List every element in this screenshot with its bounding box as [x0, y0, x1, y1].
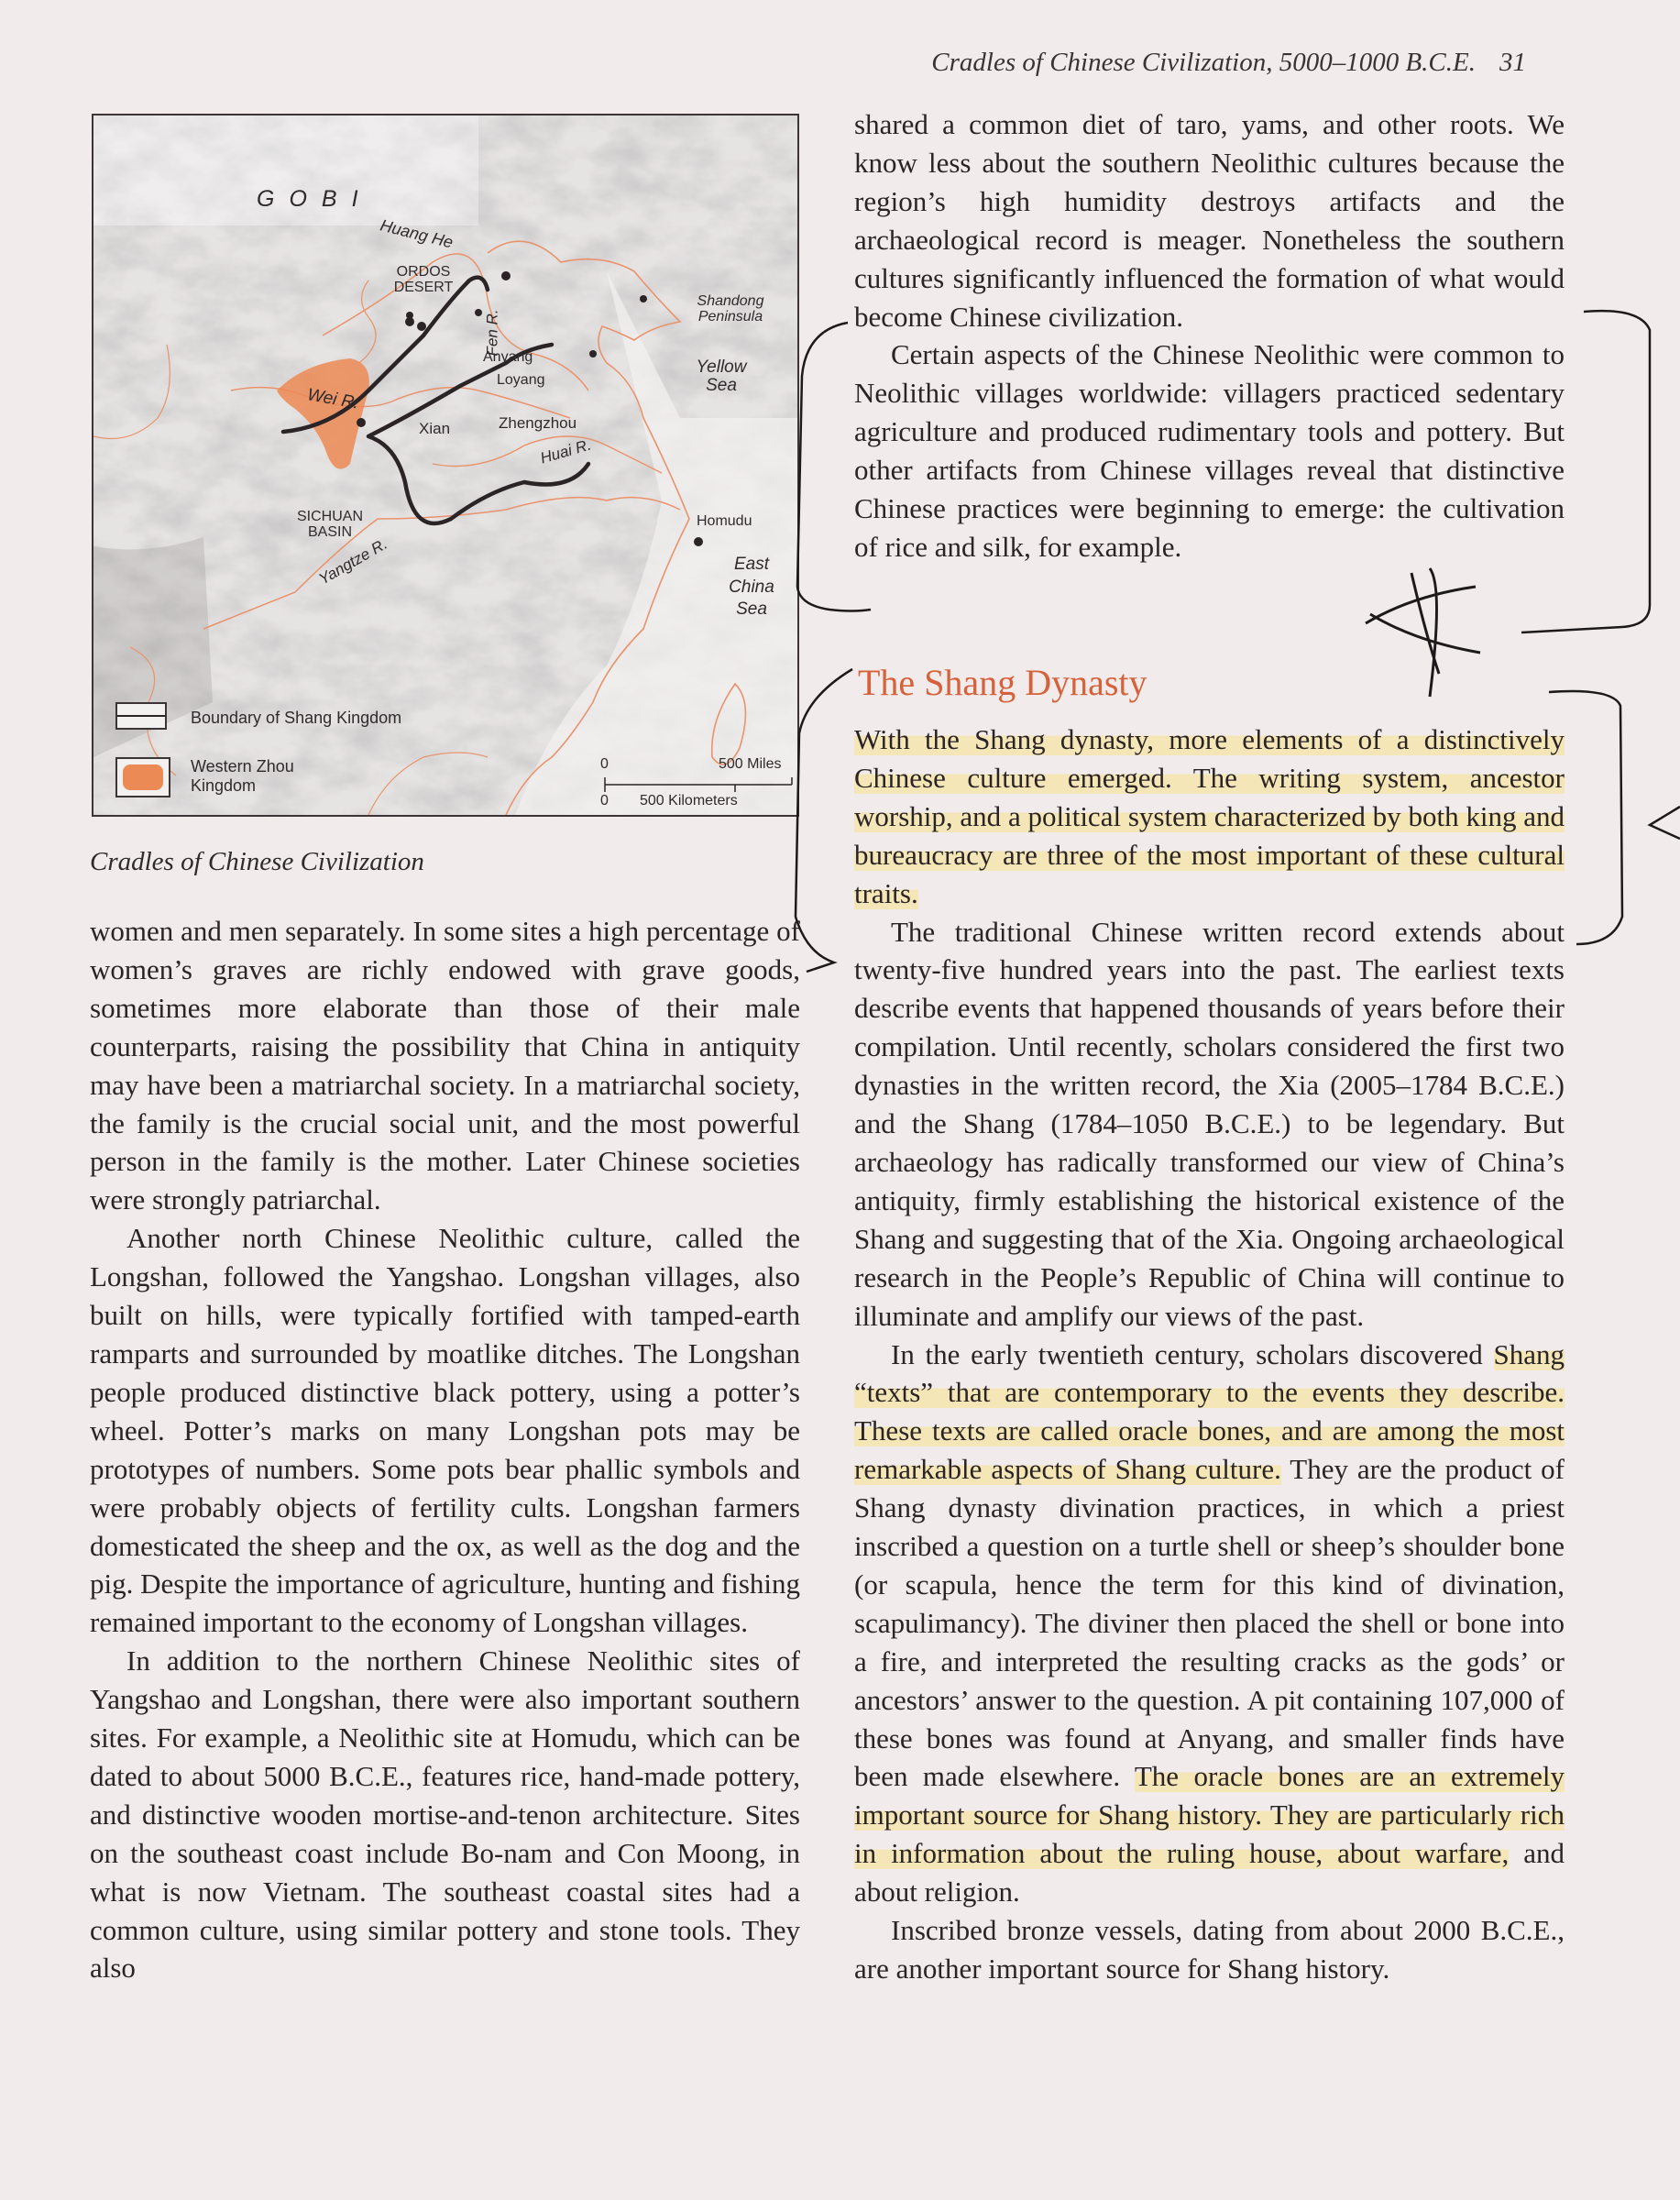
right-paragraph-4: The traditional Chinese written record extends about twenty-five hundred years into the past. The earliest texts describe events that happened thousands of years before their compilation. Until recently, scholars considered the first two dynasties in the written record, the Xia (2005–1784 B.C.E.) and the Shang (1784–1050 B.C.E.) to be legendary. But archaeology has radically transformed our view of China’s antiquity, firmly establishing the historical existence of the Shang and suggesting that of the Xia. Ongoing archaeological research in the People’s Republic of China will continue to illuminate and amplify our views of the past.	[854, 915, 1565, 1332]
legend-zhou-swatch	[115, 757, 170, 798]
map-label-gobi: GOBI	[257, 186, 373, 212]
page-number: 31	[1499, 48, 1526, 77]
left-paragraph-1: women and men separately. In some sites a high percentage of women’s graves are richly endowed with grave goods, sometimes more elaborate than those of their male counterparts, raising the possibility that China in antiquity may have been a matriarchal society. In a matriarchal society, the family is the crucial social unit, and the most powerful person in the family is the mother. Later Chinese societies were strongly patriarchal.	[90, 915, 800, 1216]
legend-zhou-label: Western Zhou Kingdom	[191, 757, 294, 795]
map-label-shandong: Shandong Peninsula	[697, 293, 764, 324]
highlighted-text: Shang “texts” that are contemporary to the events they describe. These texts are called oracle bones, and are among the most remarkable aspects of Shang culture.	[854, 1337, 1565, 1486]
map-label-huang-he: Huang He	[378, 215, 456, 252]
running-title: Cradles of Chinese Civilization, 5000–1000 B.C.E.	[931, 48, 1476, 77]
right-column-top	[854, 105, 1565, 566]
scale-zero-miles: 0	[600, 756, 609, 772]
anyang-city-dot	[501, 271, 511, 280]
map-label-fen: Fen R.	[483, 309, 501, 357]
map-label-huai: Huai R.	[538, 435, 594, 468]
running-header	[931, 48, 1526, 78]
right-paragraph-3	[854, 720, 1565, 913]
map-label-anyang: Anyang	[483, 349, 533, 365]
map-label-loyang: Loyang	[497, 372, 545, 388]
highlighted-text: With the Shang dynasty, more elements of a distinctively Chinese culture emerged. The writing system, ancestor worship, and a political system characterized by both king and bureaucracy are three of the most important of these cultural traits.	[854, 723, 1565, 909]
map-caption: Cradles of Chinese Civilization	[90, 847, 424, 876]
right-paragraph-5: In the early twentieth century, scholars discovered Shang “texts” that are contemporary to the events they describe. These texts are called oracle bones, and are among the most remarkable aspects of Shang culture. They are the product of Shang dynasty divination practices, in which a priest inscribed a question on a turtle shell or sheep’s shoulder bone (or scapula, hence the term for this kind of divination, scapulimancy). The diviner then placed the shell or bone into a fire, and interpreted the resulting cracks as the gods’ or ancestors’ answer to the question. A pit containing 107,000 of these bones was found at Anyang, and smaller finds have been made elsewhere. The oracle bones are an extremely important source for Shang history. They are particularly rich in information about the ruling house, about warfare, and about religion.	[854, 1337, 1565, 1908]
map-label-homudu: Homudu	[697, 513, 752, 529]
map-label-ordos: ORDOS DESERT	[393, 264, 454, 295]
homudu-site-dot	[694, 537, 703, 546]
map-label-xian: Xian	[419, 420, 451, 437]
legend-boundary-label: Boundary of Shang Kingdom	[191, 709, 402, 727]
right-paragraph-2: Certain aspects of the Chinese Neolithic were common to Neolithic villages worldwide: villagers practiced sedentary agriculture and produced rudimentary tools and pottery. But other artifacts from Chinese villages reveal that distinctive Chinese practices were beginning to emerge: the cultivation of rice and silk, for example.	[854, 338, 1565, 563]
right-paragraph-6: Inscribed bronze vessels, dating from about 2000 B.C.E., are another important source for Shang history.	[854, 1914, 1565, 1985]
scale-miles-label: 500 Miles	[719, 756, 782, 772]
xian-city-dot	[357, 418, 366, 427]
star-mark	[1366, 568, 1480, 697]
map-label-wei: Wei R.	[305, 385, 361, 413]
left-bracket-mark	[796, 669, 852, 972]
zhengzhou-city-dot	[417, 322, 426, 331]
left-paragraph-3: In addition to the northern Chinese Neolithic sites of Yangshao and Longshan, there were also important southern sites. For example, a Neolithic site at Homudu, which can be dated to about 5000 B.C.E., features rice, hand-made pottery, and distinctive wooden mortise-and-tenon architecture. Sites on the southeast coast include Bo-nam and Con Moong, in what is now Vietnam. The southeast coastal sites had a common culture, using similar pottery and stone tools. They also	[90, 1644, 800, 1985]
legend-boundary-swatch	[115, 702, 167, 730]
arrow-mark	[1650, 807, 1680, 839]
right-paragraph-1: shared a common diet of taro, yams, and other roots. We know less about the southern Neolithic cultures because the region’s high humidity destroys artifacts and the archaeological record is meager. Nonetheless the southern cultures significantly influenced the formation of what would become Chinese civilization.	[854, 108, 1565, 333]
left-paragraph-2: Another north Chinese Neolithic culture, called the Longshan, followed the Yangshao. Longshan villages, also built on hills, were typically fortified with tamped-earth ramparts and surrounded by moatlike ditches. The Longshan people produced distinctive black pottery, using a potter’s wheel. Potter’s marks on many Longshan pots may be prototypes of numbers. Some pots bear phallic symbols and were probably objects of fertility cults. Longshan farmers domesticated the sheep and the ox, as well as the dog and the pig. Despite the importance of agriculture, hunting and fishing remained important to the economy of Longshan villages.	[90, 1222, 800, 1639]
map-label-yellow-sea: Yellow Sea	[696, 358, 747, 395]
map-label-zhengzhou: Zhengzhou	[499, 414, 577, 432]
highlighted-text: The oracle bones are an extremely important source for Shang history. They are particularly rich in information about the ruling house, about warfare,	[854, 1760, 1565, 1870]
section-heading: The Shang Dynasty	[858, 662, 1147, 703]
map-figure	[92, 114, 799, 817]
left-column	[90, 912, 800, 1987]
map-label-east-china-sea: East China Sea	[729, 555, 774, 620]
scale-km-label: 500 Kilometers	[640, 793, 738, 808]
scale-zero-km: 0	[600, 793, 609, 808]
map-label-sichuan: SICHUAN BASIN	[296, 509, 363, 540]
right-column-bottom	[854, 720, 1565, 1988]
map-label-yangtze: Yangtze R.	[315, 534, 390, 588]
